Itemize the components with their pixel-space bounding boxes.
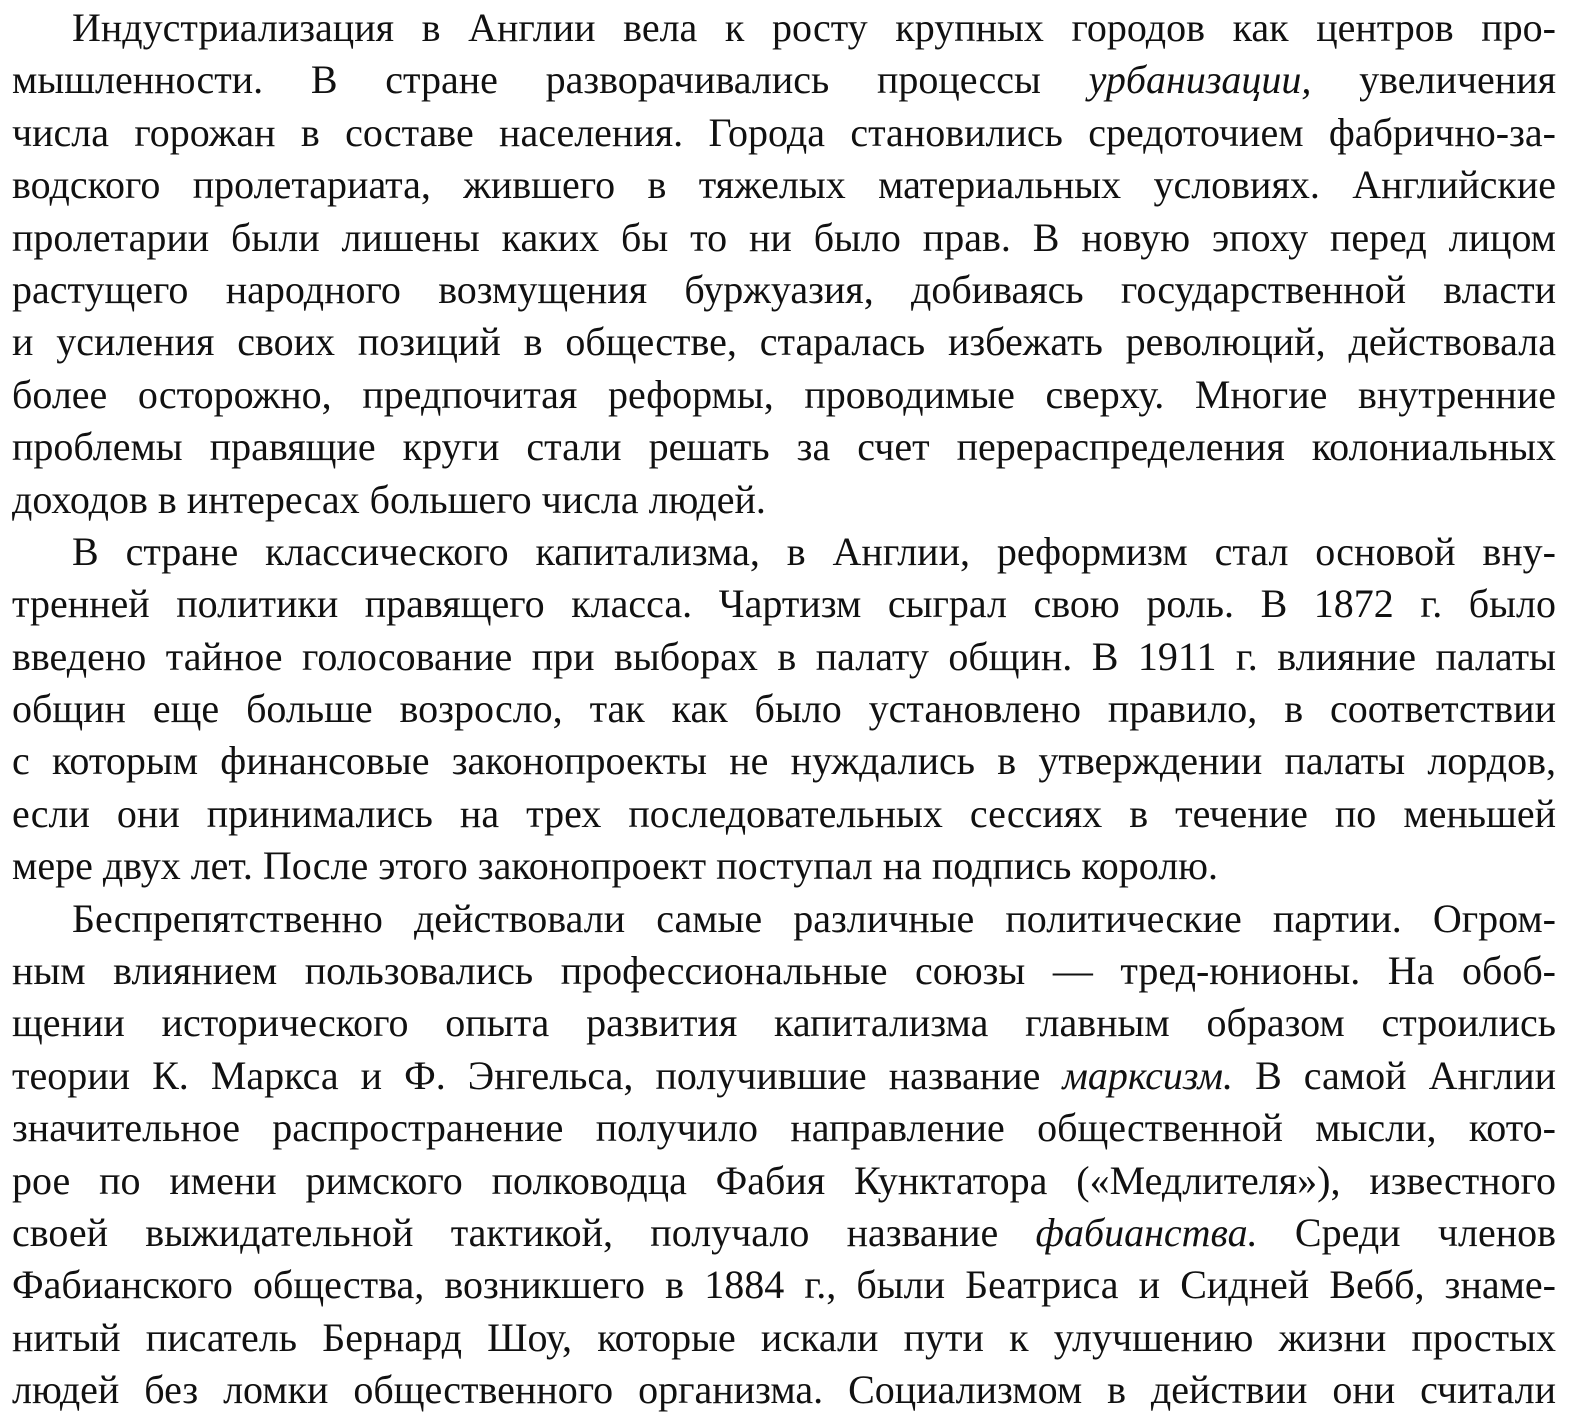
text-run: Фабианского общества, возникшего в 1884 г., были Беатриса и Сидней Вебб, знаме- [12, 1262, 1556, 1308]
text-run: ным влиянием пользовались профессиональные союзы — тред-юнионы. На обоб- [12, 948, 1556, 994]
text-run: Беспрепятственно действовали самые различные политические партии. Огром- [72, 895, 1556, 941]
text-line [12, 159, 1556, 211]
text-run: проблемы правящие круги стали решать за счет перераспределения колониальных [12, 424, 1556, 470]
text-run: доходов в интересах большего числа людей. [12, 476, 766, 522]
emphasized-term: марксизм. [1062, 1052, 1234, 1098]
emphasized-term: фабианства. [1035, 1209, 1258, 1255]
text-run: щении исторического опыта развития капитализма главным образом строились [12, 1000, 1556, 1046]
text-line [12, 1312, 1556, 1364]
text-line [12, 316, 1556, 368]
text-run: В самой Англии [1233, 1052, 1557, 1098]
text-line [12, 107, 1556, 159]
text-run: введено тайное голосование при выборах в палату общин. В 1911 г. влияние палаты [12, 633, 1556, 679]
text-run: растущего народного возмущения буржуазия, добиваясь государственной власти [12, 266, 1556, 312]
text-run: пролетарии были лишены каких бы то ни было прав. В новую эпоху перед лицом [12, 214, 1556, 260]
text-line [12, 54, 1556, 106]
text-run: нитый писатель Бернард Шоу, которые искали пути к улучшению жизни простых [12, 1314, 1556, 1360]
text-run: людей без ломки общественного организма. Социализмом в действии они считали [12, 1367, 1556, 1413]
text-line [12, 369, 1556, 421]
text-line [12, 578, 1556, 630]
text-run: мере двух лет. После этого законопроект поступал на подпись королю. [12, 843, 1219, 889]
text-run: общин еще больше возросло, так как было установлено правило, в соответствии [12, 686, 1556, 732]
text-line [12, 631, 1556, 683]
text-line [12, 893, 1556, 945]
text-run: числа горожан в составе населения. Города становились средоточием фабрично-за- [12, 109, 1556, 155]
text-run: теории К. Маркса и Ф. Энгельса, получившие название [12, 1052, 1063, 1098]
text-line [12, 212, 1556, 264]
text-run: водского пролетариата, жившего в тяжелых материальных условиях. Английские [12, 162, 1556, 208]
text-run: и усиления своих позиций в обществе, старалась избежать революций, действовала [12, 319, 1556, 365]
text-run: В стране классического капитализма, в Англии, реформизм стал основой вну- [72, 528, 1556, 574]
text-line [12, 735, 1556, 787]
text-run: более осторожно, предпочитая реформы, проводимые сверху. Многие внутренние [12, 371, 1556, 417]
text-line [12, 264, 1556, 316]
paragraph [12, 526, 1556, 893]
text-line [12, 1207, 1556, 1259]
text-run: рое по имени римского полководца Фабия Кунктатора («Медлителя»), известного [12, 1157, 1556, 1203]
text-run: тренней политики правящего класса. Чартизм сыграл свою роль. В 1872 г. было [12, 581, 1556, 627]
text-line [12, 788, 1556, 840]
text-run: если они принимались на трех последовательных сессиях в течение по меньшей [12, 790, 1556, 836]
text-line [12, 2, 1556, 54]
text-run: значительное распространение получило направление общественной мысли, кото- [12, 1105, 1556, 1151]
text-run: Среди членов [1257, 1209, 1556, 1255]
paragraph [12, 2, 1556, 526]
text-run: увеличения [1311, 57, 1557, 103]
text-line [12, 840, 1556, 892]
emphasized-term: урбанизации, [1088, 57, 1312, 103]
text-line [12, 474, 1556, 526]
text-line [12, 526, 1556, 578]
text-line [12, 945, 1556, 997]
text-run: мышленности. В стране разворачивались процессы [12, 57, 1089, 103]
text-run: Индустриализация в Англии вела к росту крупных городов как центров про- [72, 5, 1556, 50]
text-run: с которым финансовые законопроекты не нуждались в утверждении палаты лордов, [12, 738, 1556, 784]
text-line [12, 1364, 1556, 1416]
text-line [12, 997, 1556, 1049]
text-line [12, 1155, 1556, 1207]
text-line [12, 1050, 1556, 1102]
text-run: своей выжидательной тактикой, получало название [12, 1209, 1036, 1255]
text-line [12, 683, 1556, 735]
text-line [12, 1259, 1556, 1311]
paragraph [12, 893, 1556, 1417]
text-line [12, 421, 1556, 473]
document-page [0, 2, 1586, 1413]
text-line [12, 1102, 1556, 1154]
